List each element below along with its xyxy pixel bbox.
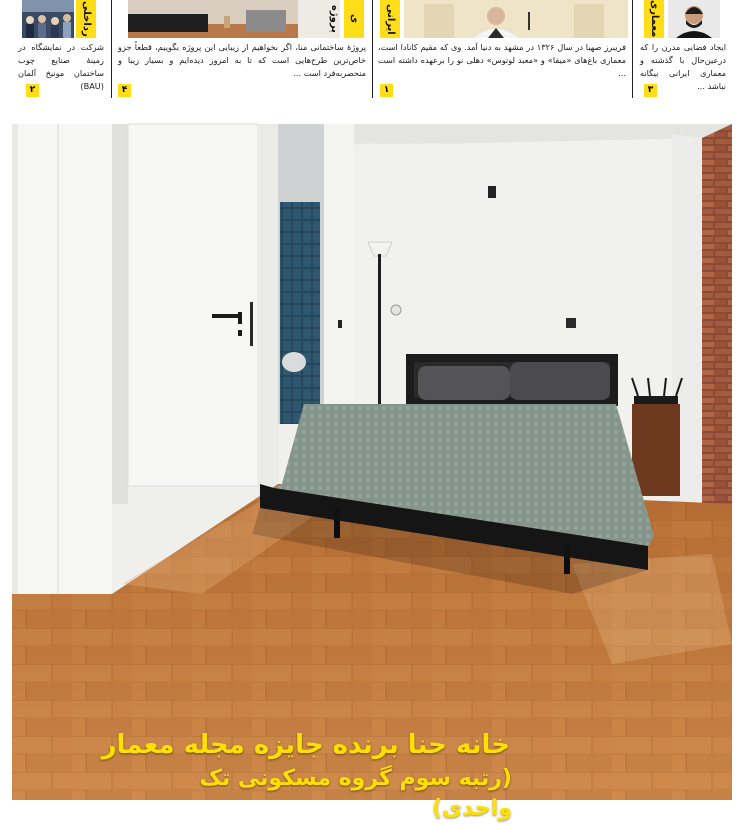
related-articles-strip	[0, 0, 744, 112]
article-thumbnail	[22, 0, 74, 38]
article-teaser[interactable]	[640, 0, 730, 104]
bedroom-illustration	[12, 124, 732, 800]
section-tag: معماری	[644, 0, 664, 38]
section-tag: ی پروژه	[344, 0, 364, 38]
bedroom-photo	[12, 124, 732, 821]
page-number-badge: ۳	[644, 84, 657, 97]
teaser-text: شرکت در نمایشگاه در زمینهٔ صنایع چوب ساختمان مونیخ آلمان (BAU)	[18, 42, 104, 91]
article-teaser[interactable]	[118, 0, 368, 104]
page-number-badge: ۴	[118, 84, 131, 97]
teaser-text: پروژهٔ ساختمانی منا، اگر بخواهیم از زیبایی این پروژه بگوییم، قطعاً جزو خاص‌ترین طرح‌هایی است که تا به امروز دیده‌ایم و بسیار زیبا و منحصربه‌فرد است ...	[118, 42, 366, 78]
article-teaser[interactable]	[378, 0, 628, 104]
page-title: خانه حنا برنده جایزه مجله معمار	[101, 730, 510, 760]
article-teaser[interactable]	[18, 0, 104, 104]
teaser-text: ایجاد فضایی مدرن را که درعین‌حال با گذشته و معماری ایرانی بیگانه نباشد ...	[640, 42, 726, 91]
page-number-badge: ۲	[26, 84, 39, 97]
article-thumbnail	[404, 0, 628, 38]
column-divider	[111, 0, 112, 98]
column-divider	[632, 0, 633, 98]
section-tag: رداخلی	[76, 0, 96, 38]
column-divider	[372, 0, 373, 98]
section-tag: ایرانی	[380, 0, 400, 38]
teaser-text: فریبرز صهبا در سال ۱۳۲۶ در مشهد به دنیا آمد. وی که مقیم کانادا است، معماری باغ‌های «میقا» و «معبد لوتوس» دهلی نو را برعهده داشته است ...	[378, 42, 626, 78]
article-thumbnail	[128, 0, 340, 38]
article-thumbnail	[668, 0, 720, 38]
page-subtitle: (رتبه سوم گروه مسکونی تک واحدی)	[199, 766, 512, 821]
page-number-badge: ۱	[380, 84, 393, 97]
